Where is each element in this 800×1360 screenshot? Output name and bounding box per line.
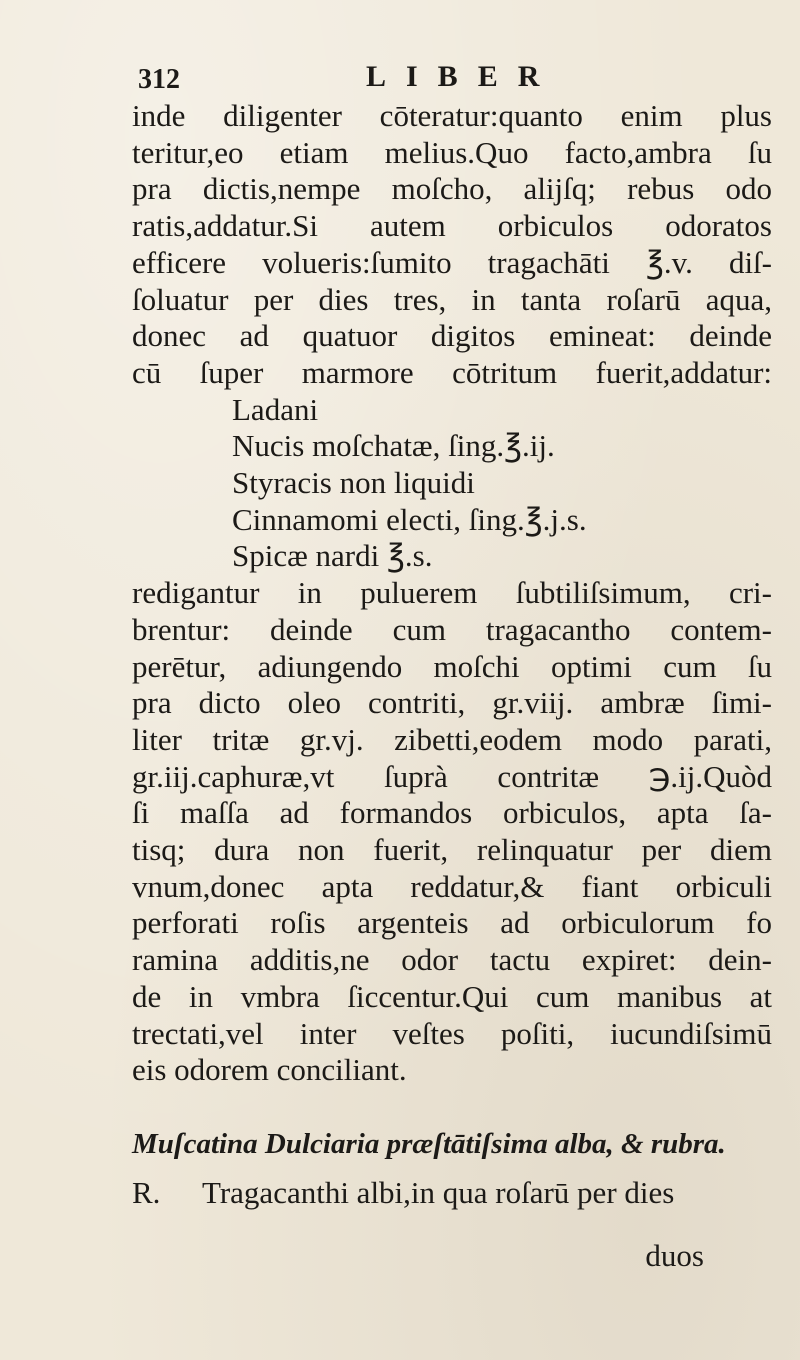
text-line: ſoluatur per dies tres, in tanta roſarū aqua, — [132, 281, 772, 317]
text-line: perētur, adiungendo moſchi optimi cum ſu — [132, 648, 772, 684]
ingredient-line: Ladani — [232, 391, 319, 427]
text-line: ratis,addatur.Si autem orbiculos odoratos — [132, 208, 772, 244]
text-line: de in vmbra ſiccentur.Qui cum manibus at — [132, 978, 772, 1014]
ingredient-line: Styracis non liquidi — [232, 465, 475, 501]
recipe-line — [132, 1175, 772, 1211]
main-text — [132, 98, 772, 1089]
text-line: tisq; dura non fuerit, relinquatur per diem — [132, 832, 772, 868]
text-line: perforati roſis argenteis ad orbiculorum fo — [132, 905, 772, 941]
text-line: trectati,vel inter veſtes poſiti, iucundiſsimū — [132, 1015, 772, 1051]
recipe-mark: R. — [132, 1175, 161, 1210]
ingredient-line: Spicæ nardi ℥.s. — [232, 538, 433, 574]
text-line: vnum,donec apta reddatur,& fiant orbiculi — [132, 868, 772, 904]
text-line: teritur,eo etiam melius.Quo facto,ambra ſu — [132, 134, 772, 170]
text-line: cū ſuper marmore cōtritum fuerit,addatur: — [132, 354, 772, 390]
text-line: pra dicto oleo contriti, gr.viij. ambræ ſimi- — [132, 685, 772, 721]
text-line: redigantur in puluerem ſubtiliſsimum, cri- — [132, 575, 772, 611]
text-line: liter tritæ gr.vj. zibetti,eodem modo parati, — [132, 721, 772, 757]
text-line: efficere volueris:ſumito tragachāti ℥.v. diſ- — [132, 244, 772, 280]
text-line: ramina additis,ne odor tactu expiret: dein- — [132, 942, 772, 978]
text-line: pra dictis,nempe moſcho, alijſq; rebus odo — [132, 171, 772, 207]
recipe-text: Tragacanthi albi,in qua roſarū per dies — [202, 1175, 675, 1210]
text-line: donec ad quatuor digitos emineat: deinde — [132, 318, 772, 354]
text-line: inde diligenter cōteratur:quanto enim plus — [132, 98, 772, 133]
section-heading: Muſcatina Dulciaria præſtātiſsima alba, & rubra. — [132, 1128, 726, 1160]
text-line: gr.iij.caphuræ,vt ſuprà contritæ ℈.ij.Quòd — [132, 758, 772, 794]
text-line: eis odorem conciliant. — [132, 1052, 407, 1088]
text-line: brentur: deinde cum tragacantho contem- — [132, 611, 772, 647]
running-head — [138, 60, 778, 100]
catchword: duos — [645, 1238, 704, 1273]
section-heading-block — [132, 1128, 772, 1161]
running-head-title: LIBER — [366, 60, 560, 93]
ingredient-line: Cinnamomi electi, ſing.℥.j.s. — [232, 501, 587, 537]
recipe-block — [132, 1175, 772, 1211]
ingredient-line: Nucis moſchatæ, ſing.℥.ij. — [232, 428, 555, 464]
page-number: 312 — [138, 64, 180, 95]
text-line: ſi maſſa ad formandos orbiculos, apta ſa- — [132, 795, 772, 831]
